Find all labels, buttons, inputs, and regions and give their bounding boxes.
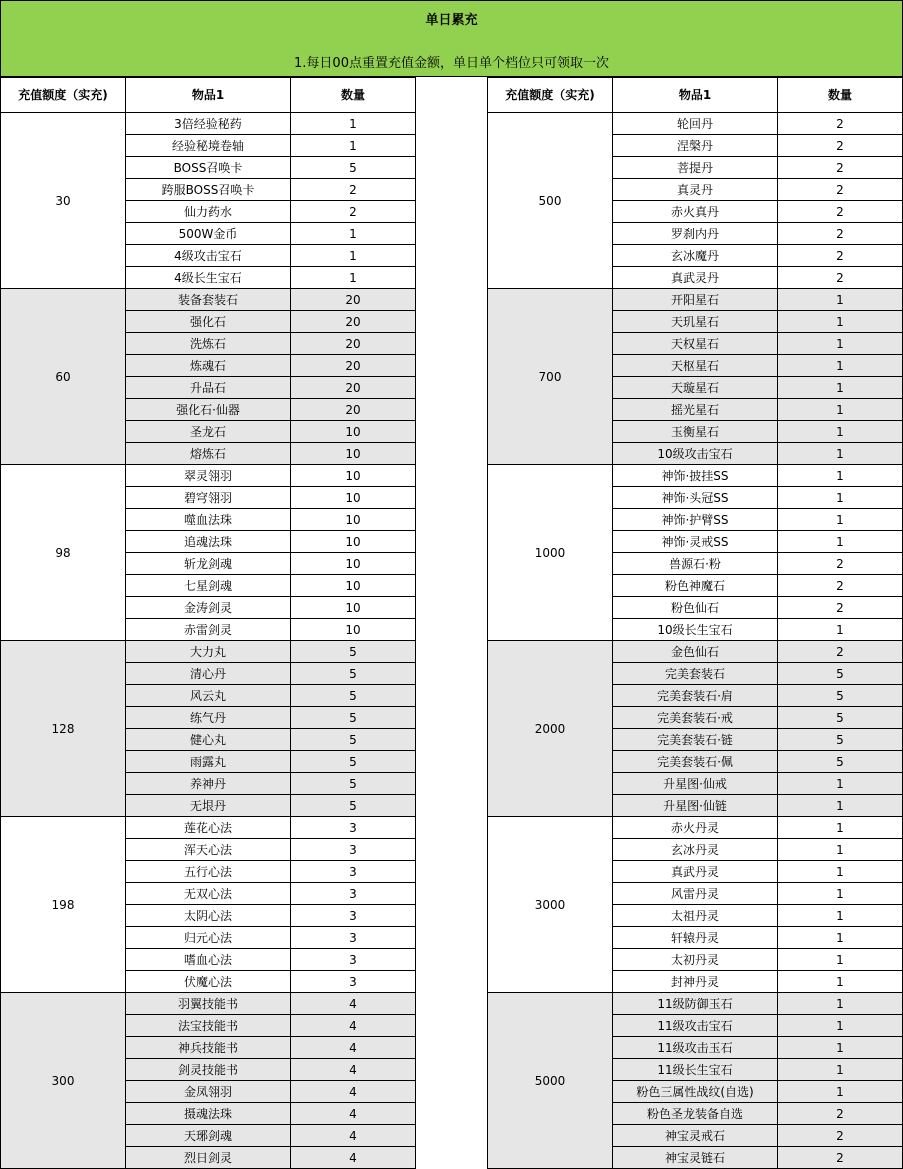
header-qty: 数量 (778, 78, 903, 113)
item-name-cell: 莲花心法 (126, 817, 291, 839)
item-name-cell: 天琊剑魂 (126, 1125, 291, 1147)
table-row (1, 993, 416, 1015)
item-qty-cell: 4 (291, 1037, 416, 1059)
item-name-cell: 归元心法 (126, 927, 291, 949)
item-name-cell: 轩辕丹灵 (613, 927, 778, 949)
item-name-cell: 嗜血心法 (126, 949, 291, 971)
item-qty-cell: 10 (291, 597, 416, 619)
item-qty-cell: 10 (291, 531, 416, 553)
item-qty-cell: 5 (291, 641, 416, 663)
item-qty-cell: 20 (291, 399, 416, 421)
tier-amount-cell: 2000 (488, 641, 613, 817)
item-name-cell: 赤火丹灵 (613, 817, 778, 839)
item-name-cell: 天璇星石 (613, 377, 778, 399)
item-qty-cell: 1 (778, 927, 903, 949)
item-name-cell: 浑天心法 (126, 839, 291, 861)
item-name-cell: 炼魂石 (126, 355, 291, 377)
item-qty-cell: 1 (778, 1037, 903, 1059)
item-name-cell: 天权星石 (613, 333, 778, 355)
item-name-cell: 3倍经验秘药 (126, 113, 291, 135)
item-name-cell: 大力丸 (126, 641, 291, 663)
item-qty-cell: 5 (291, 663, 416, 685)
item-qty-cell: 5 (778, 729, 903, 751)
item-name-cell: 养神丹 (126, 773, 291, 795)
item-name-cell: 升品石 (126, 377, 291, 399)
tier-amount-cell: 30 (1, 113, 126, 289)
item-qty-cell: 1 (778, 971, 903, 993)
item-name-cell: 500W金币 (126, 223, 291, 245)
item-name-cell: 健心丸 (126, 729, 291, 751)
item-name-cell: 装备套装石 (126, 289, 291, 311)
item-qty-cell: 2 (778, 575, 903, 597)
item-qty-cell: 5 (291, 685, 416, 707)
item-name-cell: 金凤翎羽 (126, 1081, 291, 1103)
item-qty-cell: 1 (778, 443, 903, 465)
header-item: 物品1 (613, 78, 778, 113)
item-qty-cell: 1 (778, 465, 903, 487)
item-qty-cell: 4 (291, 1103, 416, 1125)
item-name-cell: 追魂法珠 (126, 531, 291, 553)
item-qty-cell: 3 (291, 839, 416, 861)
item-qty-cell: 20 (291, 289, 416, 311)
item-qty-cell: 2 (778, 201, 903, 223)
item-qty-cell: 5 (778, 685, 903, 707)
item-qty-cell: 4 (291, 1059, 416, 1081)
item-qty-cell: 10 (291, 421, 416, 443)
item-name-cell: 菩提丹 (613, 157, 778, 179)
tier-amount-cell: 700 (488, 289, 613, 465)
item-qty-cell: 1 (778, 773, 903, 795)
item-qty-cell: 2 (778, 1125, 903, 1147)
item-name-cell: 11级长生宝石 (613, 1059, 778, 1081)
item-name-cell: 完美套装石·链 (613, 729, 778, 751)
item-qty-cell: 2 (778, 267, 903, 289)
item-name-cell: 完美套装石·佩 (613, 751, 778, 773)
item-name-cell: 升星图·仙链 (613, 795, 778, 817)
item-qty-cell: 2 (778, 641, 903, 663)
item-qty-cell: 20 (291, 311, 416, 333)
tier-amount-cell: 198 (1, 817, 126, 993)
table-row (488, 113, 903, 135)
item-qty-cell: 10 (291, 487, 416, 509)
item-name-cell: 太祖丹灵 (613, 905, 778, 927)
item-name-cell: 粉色神魔石 (613, 575, 778, 597)
item-name-cell: 羽翼技能书 (126, 993, 291, 1015)
item-qty-cell: 10 (291, 465, 416, 487)
item-qty-cell: 1 (778, 883, 903, 905)
item-qty-cell: 1 (778, 399, 903, 421)
item-qty-cell: 20 (291, 355, 416, 377)
item-qty-cell: 2 (778, 135, 903, 157)
item-qty-cell: 4 (291, 1125, 416, 1147)
item-name-cell: 强化石·仙器 (126, 399, 291, 421)
header-amount: 充值额度（实充) (488, 78, 613, 113)
item-qty-cell: 2 (778, 1103, 903, 1125)
item-qty-cell: 1 (778, 311, 903, 333)
item-name-cell: 开阳星石 (613, 289, 778, 311)
item-qty-cell: 4 (291, 993, 416, 1015)
item-name-cell: 神饰·披挂SS (613, 465, 778, 487)
table-row (488, 817, 903, 839)
item-name-cell: 噬血法珠 (126, 509, 291, 531)
item-qty-cell: 2 (778, 157, 903, 179)
item-qty-cell: 1 (778, 333, 903, 355)
tier-amount-cell: 5000 (488, 993, 613, 1169)
tier-amount-cell: 300 (1, 993, 126, 1169)
item-name-cell: 五行心法 (126, 861, 291, 883)
item-name-cell: 神兵技能书 (126, 1037, 291, 1059)
item-name-cell: 天玑星石 (613, 311, 778, 333)
item-name-cell: 粉色圣龙装备自选 (613, 1103, 778, 1125)
item-name-cell: 真武丹灵 (613, 861, 778, 883)
item-qty-cell: 5 (291, 773, 416, 795)
tier-amount-cell: 3000 (488, 817, 613, 993)
table-row (488, 641, 903, 663)
item-qty-cell: 1 (778, 839, 903, 861)
item-qty-cell: 1 (778, 1059, 903, 1081)
item-qty-cell: 2 (778, 113, 903, 135)
item-name-cell: 摇光星石 (613, 399, 778, 421)
item-qty-cell: 1 (778, 289, 903, 311)
item-qty-cell: 2 (291, 201, 416, 223)
item-name-cell: 熔炼石 (126, 443, 291, 465)
item-name-cell: 神饰·头冠SS (613, 487, 778, 509)
item-qty-cell: 2 (291, 179, 416, 201)
item-qty-cell: 20 (291, 333, 416, 355)
reward-table-left (0, 77, 416, 1169)
item-name-cell: 神饰·护臂SS (613, 509, 778, 531)
item-qty-cell: 20 (291, 377, 416, 399)
item-qty-cell: 1 (778, 421, 903, 443)
item-qty-cell: 5 (291, 729, 416, 751)
item-name-cell: 金色仙石 (613, 641, 778, 663)
item-name-cell: 经验秘境卷轴 (126, 135, 291, 157)
item-qty-cell: 1 (778, 619, 903, 641)
header-item: 物品1 (126, 78, 291, 113)
tier-amount-cell: 500 (488, 113, 613, 289)
item-qty-cell: 5 (778, 663, 903, 685)
item-name-cell: 粉色三属性战纹(自选) (613, 1081, 778, 1103)
table-row (488, 289, 903, 311)
item-name-cell: 清心丹 (126, 663, 291, 685)
item-qty-cell: 4 (291, 1081, 416, 1103)
item-qty-cell: 1 (291, 223, 416, 245)
item-name-cell: 封神丹灵 (613, 971, 778, 993)
table-row (1, 641, 416, 663)
item-name-cell: 神宝灵链石 (613, 1147, 778, 1169)
item-qty-cell: 10 (291, 553, 416, 575)
item-name-cell: 伏魔心法 (126, 971, 291, 993)
item-name-cell: 涅槃丹 (613, 135, 778, 157)
item-qty-cell: 2 (778, 245, 903, 267)
title-banner (0, 0, 903, 77)
item-name-cell: 太阴心法 (126, 905, 291, 927)
item-qty-cell: 10 (291, 619, 416, 641)
header-amount: 充值额度（实充) (1, 78, 126, 113)
reward-table-right (487, 77, 903, 1169)
item-name-cell: 圣龙石 (126, 421, 291, 443)
item-qty-cell: 5 (291, 795, 416, 817)
item-qty-cell: 1 (778, 509, 903, 531)
item-qty-cell: 4 (291, 1015, 416, 1037)
item-name-cell: 4级长生宝石 (126, 267, 291, 289)
item-qty-cell: 1 (778, 531, 903, 553)
item-name-cell: 神饰·灵戒SS (613, 531, 778, 553)
item-qty-cell: 1 (778, 817, 903, 839)
item-name-cell: 法宝技能书 (126, 1015, 291, 1037)
item-qty-cell: 1 (778, 905, 903, 927)
reset-rule-note: 1.每日00点重置充值金额，单日单个档位只可领取一次 (294, 56, 609, 71)
item-name-cell: 洗炼石 (126, 333, 291, 355)
item-name-cell: 粉色仙石 (613, 597, 778, 619)
item-qty-cell: 10 (291, 443, 416, 465)
item-qty-cell: 5 (778, 751, 903, 773)
item-qty-cell: 1 (778, 795, 903, 817)
item-name-cell: 11级攻击玉石 (613, 1037, 778, 1059)
item-name-cell: 赤火真丹 (613, 201, 778, 223)
item-name-cell: 翠灵翎羽 (126, 465, 291, 487)
item-name-cell: 玄冰丹灵 (613, 839, 778, 861)
tier-amount-cell: 98 (1, 465, 126, 641)
table-row (488, 465, 903, 487)
item-qty-cell: 3 (291, 883, 416, 905)
item-qty-cell: 1 (778, 487, 903, 509)
item-name-cell: 烈日剑灵 (126, 1147, 291, 1169)
item-qty-cell: 1 (291, 135, 416, 157)
item-name-cell: 兽源石·粉 (613, 553, 778, 575)
item-name-cell: 剑灵技能书 (126, 1059, 291, 1081)
item-name-cell: 完美套装石·戒 (613, 707, 778, 729)
tier-amount-cell: 60 (1, 289, 126, 465)
item-name-cell: 太初丹灵 (613, 949, 778, 971)
item-name-cell: 10级长生宝石 (613, 619, 778, 641)
item-name-cell: 真武灵丹 (613, 267, 778, 289)
item-qty-cell: 1 (291, 245, 416, 267)
item-name-cell: 完美套装石 (613, 663, 778, 685)
item-qty-cell: 3 (291, 971, 416, 993)
item-name-cell: 玄冰魔丹 (613, 245, 778, 267)
item-qty-cell: 1 (778, 861, 903, 883)
item-qty-cell: 1 (291, 113, 416, 135)
item-qty-cell: 10 (291, 509, 416, 531)
item-name-cell: 11级攻击宝石 (613, 1015, 778, 1037)
item-name-cell: 风雷丹灵 (613, 883, 778, 905)
item-qty-cell: 5 (291, 751, 416, 773)
item-qty-cell: 3 (291, 927, 416, 949)
table-row (1, 817, 416, 839)
item-name-cell: 强化石 (126, 311, 291, 333)
item-name-cell: 斩龙剑魂 (126, 553, 291, 575)
item-name-cell: 罗刹内丹 (613, 223, 778, 245)
item-qty-cell: 1 (778, 1081, 903, 1103)
page-title: 单日累充 (425, 13, 478, 28)
table-row (1, 289, 416, 311)
item-qty-cell: 5 (778, 707, 903, 729)
item-name-cell: 跨服BOSS召唤卡 (126, 179, 291, 201)
item-qty-cell: 2 (778, 223, 903, 245)
table-header-row (1, 78, 416, 113)
item-name-cell: 4级攻击宝石 (126, 245, 291, 267)
item-name-cell: 雨露丸 (126, 751, 291, 773)
item-qty-cell: 3 (291, 817, 416, 839)
header-qty: 数量 (291, 78, 416, 113)
item-qty-cell: 1 (778, 1015, 903, 1037)
item-qty-cell: 1 (778, 355, 903, 377)
item-name-cell: 仙力药水 (126, 201, 291, 223)
item-qty-cell: 3 (291, 861, 416, 883)
item-qty-cell: 3 (291, 949, 416, 971)
tier-amount-cell: 128 (1, 641, 126, 817)
item-name-cell: 玉衡星石 (613, 421, 778, 443)
item-name-cell: 真灵丹 (613, 179, 778, 201)
item-name-cell: 无双心法 (126, 883, 291, 905)
item-name-cell: 完美套装石·肩 (613, 685, 778, 707)
item-name-cell: 轮回丹 (613, 113, 778, 135)
item-name-cell: 摄魂法珠 (126, 1103, 291, 1125)
item-qty-cell: 1 (778, 993, 903, 1015)
item-qty-cell: 2 (778, 179, 903, 201)
item-name-cell: 七星剑魂 (126, 575, 291, 597)
item-qty-cell: 5 (291, 707, 416, 729)
item-qty-cell: 2 (778, 553, 903, 575)
item-name-cell: 赤雷剑灵 (126, 619, 291, 641)
item-qty-cell: 4 (291, 1147, 416, 1169)
item-qty-cell: 10 (291, 575, 416, 597)
table-row (1, 113, 416, 135)
item-qty-cell: 1 (778, 377, 903, 399)
tier-amount-cell: 1000 (488, 465, 613, 641)
item-name-cell: 升星图·仙戒 (613, 773, 778, 795)
item-name-cell: 金涛剑灵 (126, 597, 291, 619)
item-qty-cell: 1 (291, 267, 416, 289)
item-qty-cell: 2 (778, 597, 903, 619)
item-name-cell: 练气丹 (126, 707, 291, 729)
item-name-cell: 碧穹翎羽 (126, 487, 291, 509)
item-name-cell: 风云丸 (126, 685, 291, 707)
table-row (488, 993, 903, 1015)
item-name-cell: 神宝灵戒石 (613, 1125, 778, 1147)
item-name-cell: BOSS召唤卡 (126, 157, 291, 179)
table-row (1, 465, 416, 487)
item-name-cell: 天枢星石 (613, 355, 778, 377)
item-qty-cell: 5 (291, 157, 416, 179)
item-name-cell: 无垠丹 (126, 795, 291, 817)
table-header-row (488, 78, 903, 113)
item-qty-cell: 2 (778, 1147, 903, 1169)
item-qty-cell: 3 (291, 905, 416, 927)
item-qty-cell: 1 (778, 949, 903, 971)
item-name-cell: 10级攻击宝石 (613, 443, 778, 465)
item-name-cell: 11级防御玉石 (613, 993, 778, 1015)
